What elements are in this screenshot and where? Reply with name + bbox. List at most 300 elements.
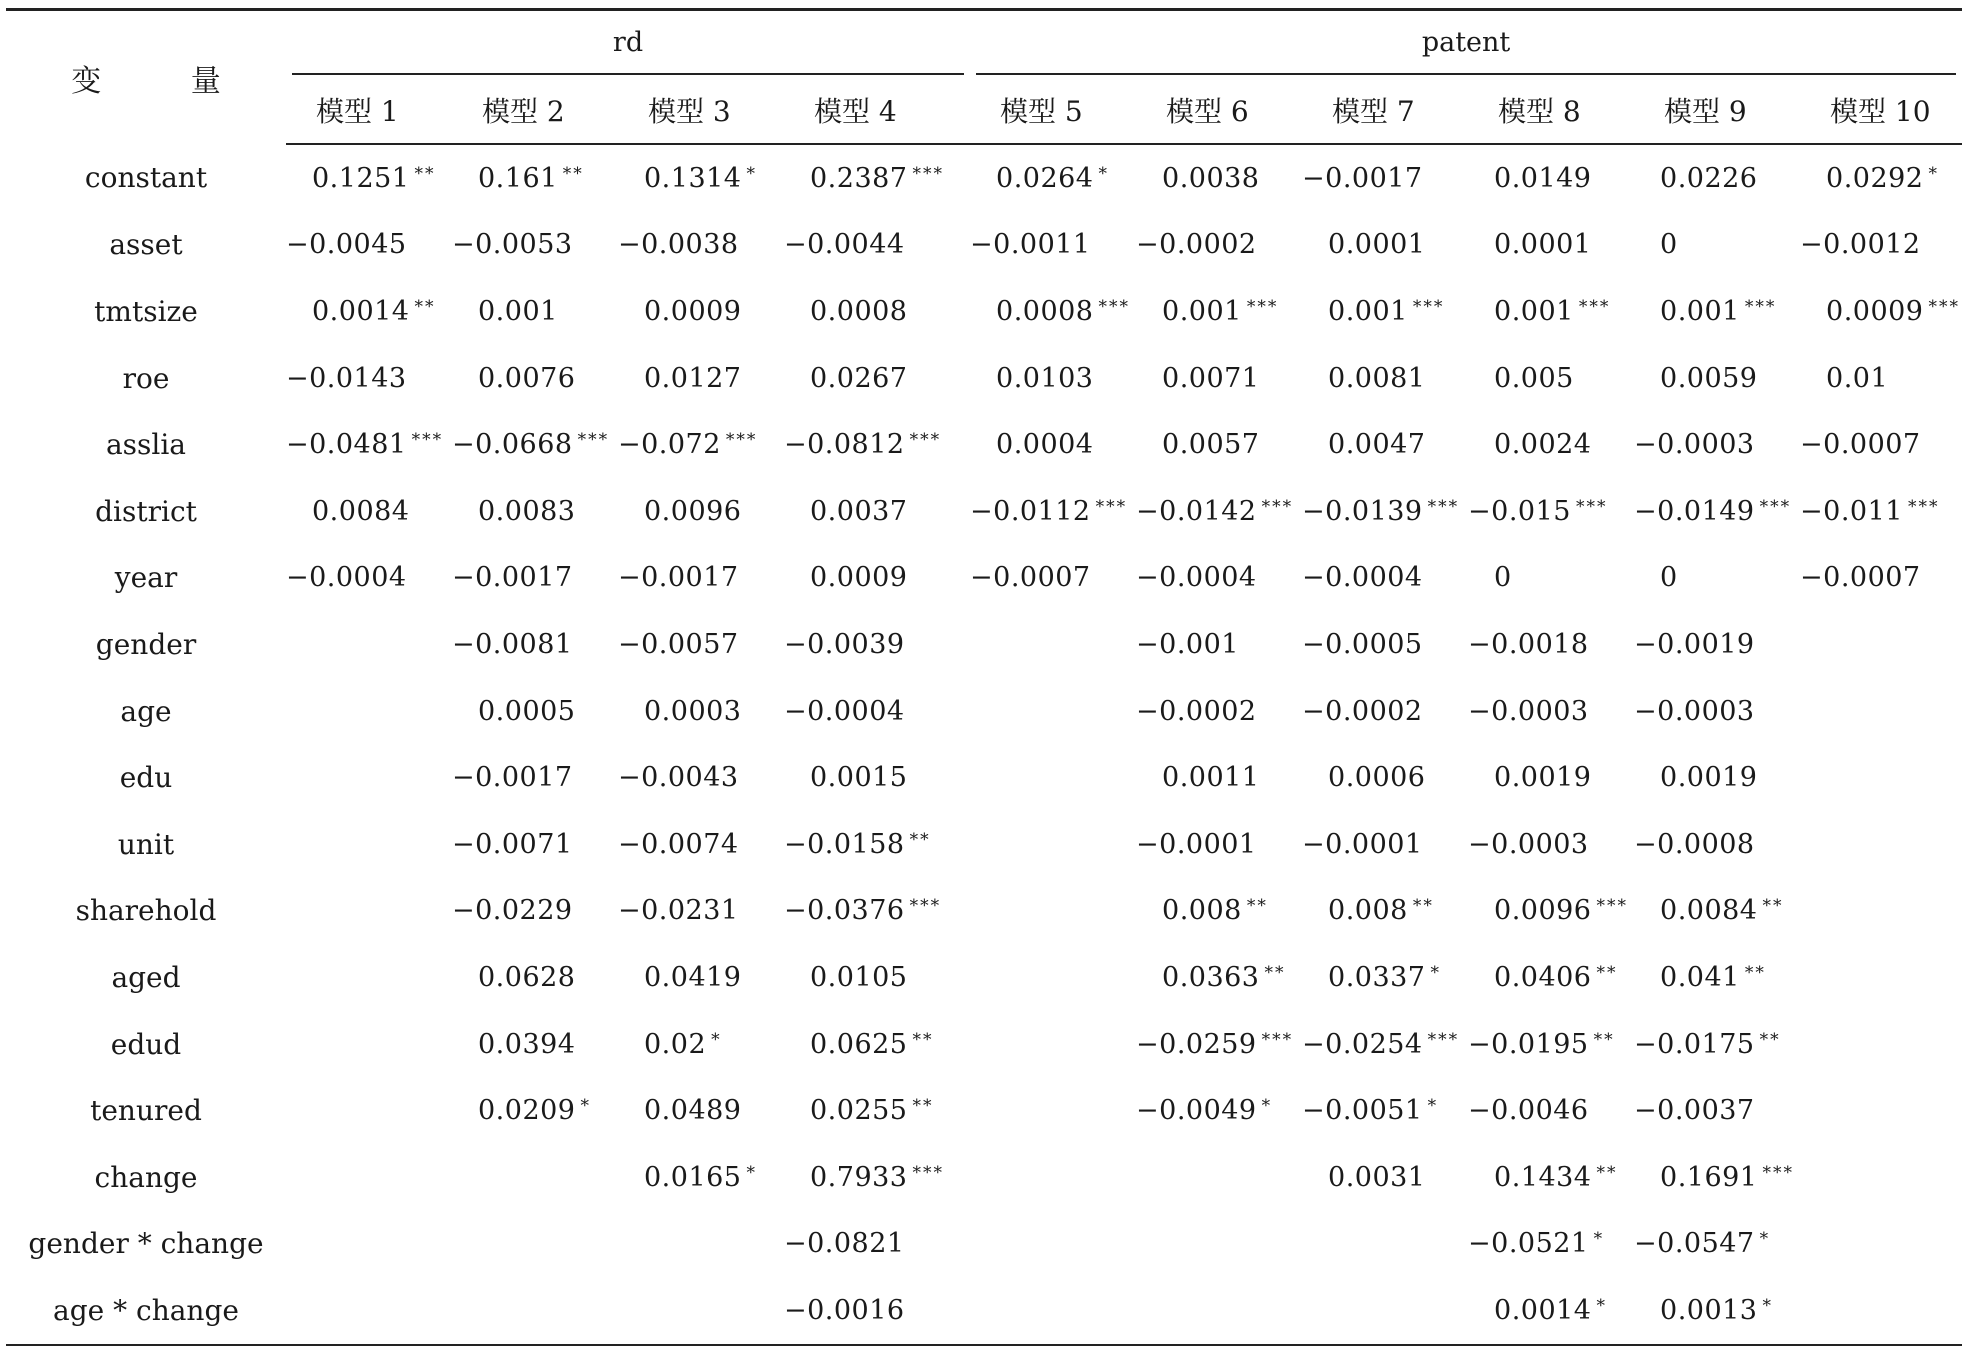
- coefficient-cell: [286, 1211, 452, 1278]
- coefficient-value: [970, 829, 996, 860]
- coefficient-value: [286, 1162, 312, 1193]
- coefficient-value: 0.0165: [644, 1161, 742, 1193]
- coefficient-value: 0.0004: [996, 429, 1094, 461]
- coefficient-value: 0.0005: [478, 695, 576, 727]
- coefficient-cell: [618, 278, 784, 345]
- coefficient-value: 0.001: [1162, 295, 1242, 327]
- coefficient-value: 0.0014: [312, 295, 410, 327]
- significance-stars: ***: [577, 430, 610, 451]
- variable-name: asset: [109, 228, 183, 262]
- coefficient-cell: [1800, 1211, 1962, 1278]
- coefficient-cell: [1634, 744, 1800, 811]
- coefficient-value: −0.0112: [970, 495, 1091, 527]
- coefficient-cell: [1302, 744, 1468, 811]
- coefficient-cell: [1468, 678, 1634, 745]
- coefficient-cell: [286, 811, 452, 878]
- variable-name: edud: [110, 1027, 182, 1061]
- coefficient-cell: [452, 278, 618, 345]
- coefficient-value: −0.0017: [618, 562, 739, 594]
- coefficient-cell: [452, 1277, 618, 1345]
- coefficient-cell: [1136, 212, 1302, 279]
- significance-stars: **: [1762, 896, 1784, 917]
- coefficient-cell: [286, 1011, 452, 1078]
- coefficient-cell: [970, 212, 1136, 279]
- coefficient-cell: [452, 411, 618, 478]
- coefficient-value: 0: [1660, 562, 1678, 594]
- model-header-5: 模型 5: [970, 77, 1136, 144]
- coefficient-cell: [618, 1277, 784, 1345]
- coefficient-value: [286, 829, 312, 860]
- coefficient-value: 0.161: [478, 162, 558, 194]
- variable-name: aged: [111, 960, 181, 994]
- coefficient-cell: [1800, 944, 1962, 1011]
- coefficient-value: [618, 1228, 644, 1259]
- coefficient-value: 0.0047: [1328, 429, 1426, 461]
- coefficient-cell: [784, 545, 970, 612]
- variable-name: tenured: [90, 1094, 202, 1128]
- coefficient-cell: [1302, 278, 1468, 345]
- coefficient-cell: [784, 212, 970, 279]
- significance-stars: *: [1430, 962, 1441, 983]
- coefficient-cell: [1468, 144, 1634, 212]
- coefficient-value: [970, 1228, 996, 1259]
- significance-stars: ***: [1261, 496, 1294, 517]
- coefficient-cell: [1634, 944, 1800, 1011]
- significance-stars: ***: [1427, 496, 1460, 517]
- coefficient-value: [1302, 1295, 1328, 1326]
- coefficient-value: 0.0009: [1826, 295, 1924, 327]
- coefficient-value: −0.001: [1136, 628, 1239, 660]
- variable-name: sharehold: [75, 894, 217, 928]
- group-header-row: [6, 10, 1962, 78]
- variable-name: change: [94, 1160, 198, 1194]
- coefficient-value: [1800, 762, 1826, 793]
- coefficient-cell: [618, 811, 784, 878]
- coefficient-value: [1136, 1228, 1162, 1259]
- coefficient-value: 0.0001: [1328, 229, 1426, 261]
- table-header: [6, 10, 1962, 145]
- significance-stars: *: [1427, 1096, 1439, 1117]
- coefficient-cell: [784, 144, 970, 212]
- coefficient-cell: [286, 878, 452, 945]
- coefficient-cell: [1136, 478, 1302, 545]
- coefficient-cell: [784, 278, 970, 345]
- coefficient-value: [286, 629, 312, 660]
- group-label-patent: patent: [976, 13, 1956, 75]
- coefficient-cell: [1468, 411, 1634, 478]
- coefficient-cell: [618, 944, 784, 1011]
- significance-stars: *: [1098, 163, 1109, 184]
- coefficient-cell: [1136, 1077, 1302, 1144]
- coefficient-cell: [452, 678, 618, 745]
- coefficient-cell: [1468, 944, 1634, 1011]
- coefficient-cell: [1136, 545, 1302, 612]
- coefficient-value: 0.1691: [1660, 1161, 1758, 1193]
- coefficient-value: 0.0006: [1328, 762, 1426, 794]
- coefficient-value: 0.0009: [810, 562, 908, 594]
- model-header-7: 模型 7: [1302, 77, 1468, 144]
- variable-name: tmtsize: [94, 294, 198, 328]
- coefficient-cell: [618, 611, 784, 678]
- coefficient-value: [1800, 1228, 1826, 1259]
- table-row: [6, 212, 1962, 279]
- significance-stars: *: [1596, 1295, 1607, 1316]
- coefficient-cell: [1136, 1011, 1302, 1078]
- coefficient-value: −0.0812: [784, 429, 905, 461]
- table-row: [6, 878, 1962, 945]
- coefficient-value: −0.0001: [1302, 828, 1423, 860]
- significance-stars: ***: [1578, 296, 1611, 317]
- coefficient-cell: [1800, 478, 1962, 545]
- significance-stars: *: [1759, 1229, 1771, 1250]
- table-row: [6, 345, 1962, 412]
- coefficient-value: −0.0004: [286, 562, 407, 594]
- coefficient-cell: [1302, 1277, 1468, 1345]
- coefficient-value: 0.041: [1660, 961, 1740, 993]
- coefficient-value: 0.0011: [1162, 762, 1260, 794]
- coefficient-cell: [452, 478, 618, 545]
- coefficient-value: 0.0103: [996, 362, 1094, 394]
- coefficient-value: −0.0017: [1302, 162, 1423, 194]
- coefficient-cell: [1302, 345, 1468, 412]
- significance-stars: ***: [1412, 296, 1445, 317]
- coefficient-cell: [452, 811, 618, 878]
- coefficient-value: 0.0009: [644, 295, 742, 327]
- significance-stars: *: [1593, 1229, 1605, 1250]
- coefficient-cell: [452, 944, 618, 1011]
- coefficient-value: [452, 1295, 478, 1326]
- significance-stars: ***: [912, 1162, 944, 1183]
- coefficient-value: −0.0004: [784, 695, 905, 727]
- coefficient-cell: [1468, 1211, 1634, 1278]
- coefficient-value: 0.0394: [478, 1028, 576, 1060]
- coefficient-value: −0.0017: [452, 562, 573, 594]
- coefficient-value: 0.0209: [478, 1095, 576, 1127]
- coefficient-value: −0.0003: [1468, 695, 1589, 727]
- regression-table: [6, 8, 1962, 1346]
- coefficient-value: −0.0254: [1302, 1028, 1423, 1060]
- coefficient-cell: [970, 411, 1136, 478]
- coefficient-cell: [1800, 345, 1962, 412]
- coefficient-cell: [1468, 212, 1634, 279]
- coefficient-cell: [970, 1211, 1136, 1278]
- coefficient-cell: [618, 478, 784, 545]
- significance-stars: ***: [1907, 496, 1940, 517]
- significance-stars: ***: [411, 430, 444, 451]
- model-header-8: 模型 8: [1468, 77, 1634, 144]
- coefficient-cell: [784, 1011, 970, 1078]
- coefficient-cell: [1136, 944, 1302, 1011]
- coefficient-cell: [1302, 944, 1468, 1011]
- significance-stars: ***: [1762, 1162, 1794, 1183]
- coefficient-cell: [1634, 878, 1800, 945]
- coefficient-cell: [1800, 611, 1962, 678]
- coefficient-cell: [286, 345, 452, 412]
- coefficient-value: [286, 962, 312, 993]
- coefficient-value: 0.0037: [810, 495, 908, 527]
- coefficient-value: −0.0004: [1136, 562, 1257, 594]
- coefficient-cell: [784, 478, 970, 545]
- model-header-10: 模型 10: [1800, 77, 1962, 144]
- table-row: [6, 811, 1962, 878]
- coefficient-cell: [970, 345, 1136, 412]
- significance-stars: **: [912, 1096, 934, 1117]
- coefficient-value: 0.0084: [1660, 895, 1758, 927]
- coefficient-value: −0.0005: [1302, 628, 1423, 660]
- coefficient-value: −0.0229: [452, 895, 573, 927]
- coefficient-value: 0.0071: [1162, 362, 1260, 394]
- coefficient-value: 0.7933: [810, 1161, 908, 1193]
- coefficient-cell: [1468, 811, 1634, 878]
- coefficient-cell: [1302, 1144, 1468, 1211]
- significance-stars: ***: [1095, 496, 1128, 517]
- significance-stars: *: [1762, 1295, 1773, 1316]
- coefficient-cell: [618, 144, 784, 212]
- coefficient-cell: [1468, 744, 1634, 811]
- significance-stars: ***: [1246, 296, 1279, 317]
- coefficient-value: [1800, 1162, 1826, 1193]
- coefficient-cell: [1302, 1077, 1468, 1144]
- coefficient-cell: [1634, 811, 1800, 878]
- significance-stars: **: [1264, 962, 1286, 983]
- coefficient-cell: [784, 944, 970, 1011]
- model-header-row: [6, 77, 1962, 144]
- coefficient-value: −0.0045: [286, 229, 407, 261]
- significance-stars: **: [562, 163, 584, 184]
- coefficient-value: −0.0003: [1468, 828, 1589, 860]
- coefficient-cell: [452, 1011, 618, 1078]
- coefficient-cell: [1634, 1011, 1800, 1078]
- coefficient-cell: [970, 744, 1136, 811]
- coefficient-value: [970, 696, 996, 727]
- coefficient-value: 0.0149: [1494, 162, 1592, 194]
- variable-name: district: [95, 494, 197, 528]
- coefficient-cell: [1468, 478, 1634, 545]
- coefficient-cell: [1302, 1011, 1468, 1078]
- significance-stars: ***: [1928, 296, 1960, 317]
- coefficient-cell: [784, 678, 970, 745]
- coefficient-cell: [1634, 545, 1800, 612]
- coefficient-value: 0.0014: [1494, 1294, 1592, 1326]
- coefficient-cell: [784, 345, 970, 412]
- coefficient-value: −0.0142: [1136, 495, 1257, 527]
- coefficient-cell: [286, 678, 452, 745]
- coefficient-value: −0.015: [1468, 495, 1571, 527]
- coefficient-cell: [1468, 278, 1634, 345]
- coefficient-value: 0.0076: [478, 362, 576, 394]
- coefficient-cell: [1634, 411, 1800, 478]
- coefficient-value: −0.0008: [1634, 828, 1755, 860]
- coefficient-cell: [1800, 678, 1962, 745]
- coefficient-value: 0.1314: [644, 162, 742, 194]
- coefficient-cell: [1136, 678, 1302, 745]
- coefficient-value: [1800, 962, 1826, 993]
- coefficient-cell: [1136, 744, 1302, 811]
- coefficient-value: −0.0049: [1136, 1095, 1257, 1127]
- coefficient-value: 0.0083: [478, 495, 576, 527]
- coefficient-value: −0.0149: [1634, 495, 1755, 527]
- coefficient-cell: [1634, 1144, 1800, 1211]
- significance-stars: **: [1759, 1029, 1781, 1050]
- table-row: [6, 545, 1962, 612]
- coefficient-cell: [1634, 678, 1800, 745]
- coefficient-cell: [1302, 478, 1468, 545]
- coefficient-cell: [618, 411, 784, 478]
- coefficient-value: −0.0007: [970, 562, 1091, 594]
- coefficient-cell: [452, 345, 618, 412]
- coefficient-value: 0.001: [1328, 295, 1408, 327]
- coefficient-value: −0.0051: [1302, 1095, 1423, 1127]
- significance-stars: **: [1596, 1162, 1618, 1183]
- coefficient-cell: [1136, 1211, 1302, 1278]
- significance-stars: ***: [1759, 496, 1792, 517]
- coefficient-value: [970, 629, 996, 660]
- coefficient-cell: [1800, 878, 1962, 945]
- coefficient-value: [1800, 1029, 1826, 1060]
- table-row: [6, 744, 1962, 811]
- coefficient-value: [286, 1095, 312, 1126]
- coefficient-cell: [452, 212, 618, 279]
- significance-stars: ***: [1575, 496, 1608, 517]
- coefficient-value: −0.0019: [1634, 628, 1755, 660]
- coefficient-value: 0.0059: [1660, 362, 1758, 394]
- model-header-2: 模型 2: [452, 77, 618, 144]
- coefficient-cell: [1468, 345, 1634, 412]
- coefficient-cell: [970, 278, 1136, 345]
- coefficient-cell: [784, 878, 970, 945]
- coefficient-cell: [1800, 411, 1962, 478]
- coefficient-value: [1800, 696, 1826, 727]
- coefficient-cell: [970, 1077, 1136, 1144]
- coefficient-value: −0.0057: [618, 628, 739, 660]
- variable-name: gender: [95, 627, 197, 661]
- coefficient-cell: [1634, 345, 1800, 412]
- coefficient-cell: [286, 611, 452, 678]
- significance-stars: *: [1928, 163, 1939, 184]
- coefficient-cell: [1302, 811, 1468, 878]
- variable-header: 变 量: [6, 10, 286, 145]
- significance-stars: *: [746, 163, 757, 184]
- significance-stars: ***: [1744, 296, 1777, 317]
- coefficient-value: −0.0376: [784, 895, 905, 927]
- coefficient-value: [286, 1295, 312, 1326]
- table-row: [6, 478, 1962, 545]
- coefficient-cell: [1800, 545, 1962, 612]
- coefficient-value: −0.0002: [1136, 229, 1257, 261]
- coefficient-value: 0.0084: [312, 495, 410, 527]
- coefficient-cell: [970, 878, 1136, 945]
- coefficient-value: −0.0231: [618, 895, 739, 927]
- coefficient-cell: [1800, 1277, 1962, 1345]
- coefficient-cell: [970, 478, 1136, 545]
- coefficient-cell: [784, 411, 970, 478]
- table-row: [6, 411, 1962, 478]
- coefficient-cell: [286, 744, 452, 811]
- table-row: [6, 1144, 1962, 1211]
- coefficient-cell: [286, 212, 452, 279]
- coefficient-cell: [1634, 478, 1800, 545]
- coefficient-value: [970, 1295, 996, 1326]
- coefficient-cell: [452, 1211, 618, 1278]
- table-row: [6, 1211, 1962, 1278]
- coefficient-cell: [784, 1277, 970, 1345]
- coefficient-value: 0.0001: [1494, 229, 1592, 261]
- coefficient-cell: [1800, 212, 1962, 279]
- coefficient-cell: [970, 1144, 1136, 1211]
- significance-stars: **: [1593, 1029, 1615, 1050]
- table-row: [6, 944, 1962, 1011]
- coefficient-cell: [618, 1211, 784, 1278]
- coefficient-cell: [1468, 545, 1634, 612]
- coefficient-cell: [784, 1211, 970, 1278]
- coefficient-value: −0.0018: [1468, 628, 1589, 660]
- coefficient-cell: [970, 944, 1136, 1011]
- coefficient-cell: [618, 1011, 784, 1078]
- coefficient-value: −0.0195: [1468, 1028, 1589, 1060]
- coefficient-value: −0.0012: [1800, 229, 1921, 261]
- coefficient-cell: [1634, 1077, 1800, 1144]
- coefficient-cell: [784, 744, 970, 811]
- coefficient-cell: [286, 144, 452, 212]
- group-header-rd: [286, 10, 970, 78]
- table-row: [6, 1077, 1962, 1144]
- coefficient-value: 0.0057: [1162, 429, 1260, 461]
- coefficient-cell: [784, 611, 970, 678]
- variable-name: age * change: [6, 1277, 286, 1345]
- coefficient-value: 0.0096: [1494, 895, 1592, 927]
- coefficient-cell: [1800, 744, 1962, 811]
- coefficient-cell: [1302, 411, 1468, 478]
- coefficient-value: 0.2387: [810, 162, 908, 194]
- coefficient-cell: [970, 545, 1136, 612]
- coefficient-cell: [1634, 611, 1800, 678]
- coefficient-value: [970, 1095, 996, 1126]
- coefficient-value: −0.0259: [1136, 1028, 1257, 1060]
- group-label-rd: rd: [292, 13, 964, 75]
- coefficient-value: 0.0013: [1660, 1294, 1758, 1326]
- coefficient-value: 0.0105: [810, 961, 908, 993]
- coefficient-value: [1800, 829, 1826, 860]
- coefficient-value: 0.0419: [644, 961, 742, 993]
- coefficient-value: −0.0668: [452, 429, 573, 461]
- significance-stars: ***: [725, 430, 758, 451]
- model-header-3: 模型 3: [618, 77, 784, 144]
- variable-name: year: [114, 561, 178, 595]
- coefficient-cell: [1302, 678, 1468, 745]
- variable-name: constant: [84, 161, 208, 195]
- significance-stars: ***: [1427, 1029, 1460, 1050]
- coefficient-value: [286, 895, 312, 926]
- model-header-9: 模型 9: [1634, 77, 1800, 144]
- coefficient-cell: [1634, 212, 1800, 279]
- coefficient-cell: [618, 1144, 784, 1211]
- coefficient-value: −0.0017: [452, 762, 573, 794]
- coefficient-value: −0.0003: [1634, 429, 1755, 461]
- coefficient-cell: [1634, 1211, 1800, 1278]
- coefficient-value: 0.0008: [810, 295, 908, 327]
- coefficient-value: [970, 962, 996, 993]
- coefficient-cell: [286, 478, 452, 545]
- coefficient-cell: [452, 878, 618, 945]
- coefficient-value: −0.0143: [286, 362, 407, 394]
- coefficient-cell: [618, 345, 784, 412]
- coefficient-value: −0.0046: [1468, 1095, 1589, 1127]
- significance-stars: *: [1261, 1096, 1273, 1117]
- coefficient-cell: [1302, 144, 1468, 212]
- coefficient-value: [1800, 1295, 1826, 1326]
- coefficient-cell: [1136, 1277, 1302, 1345]
- significance-stars: ***: [909, 896, 942, 917]
